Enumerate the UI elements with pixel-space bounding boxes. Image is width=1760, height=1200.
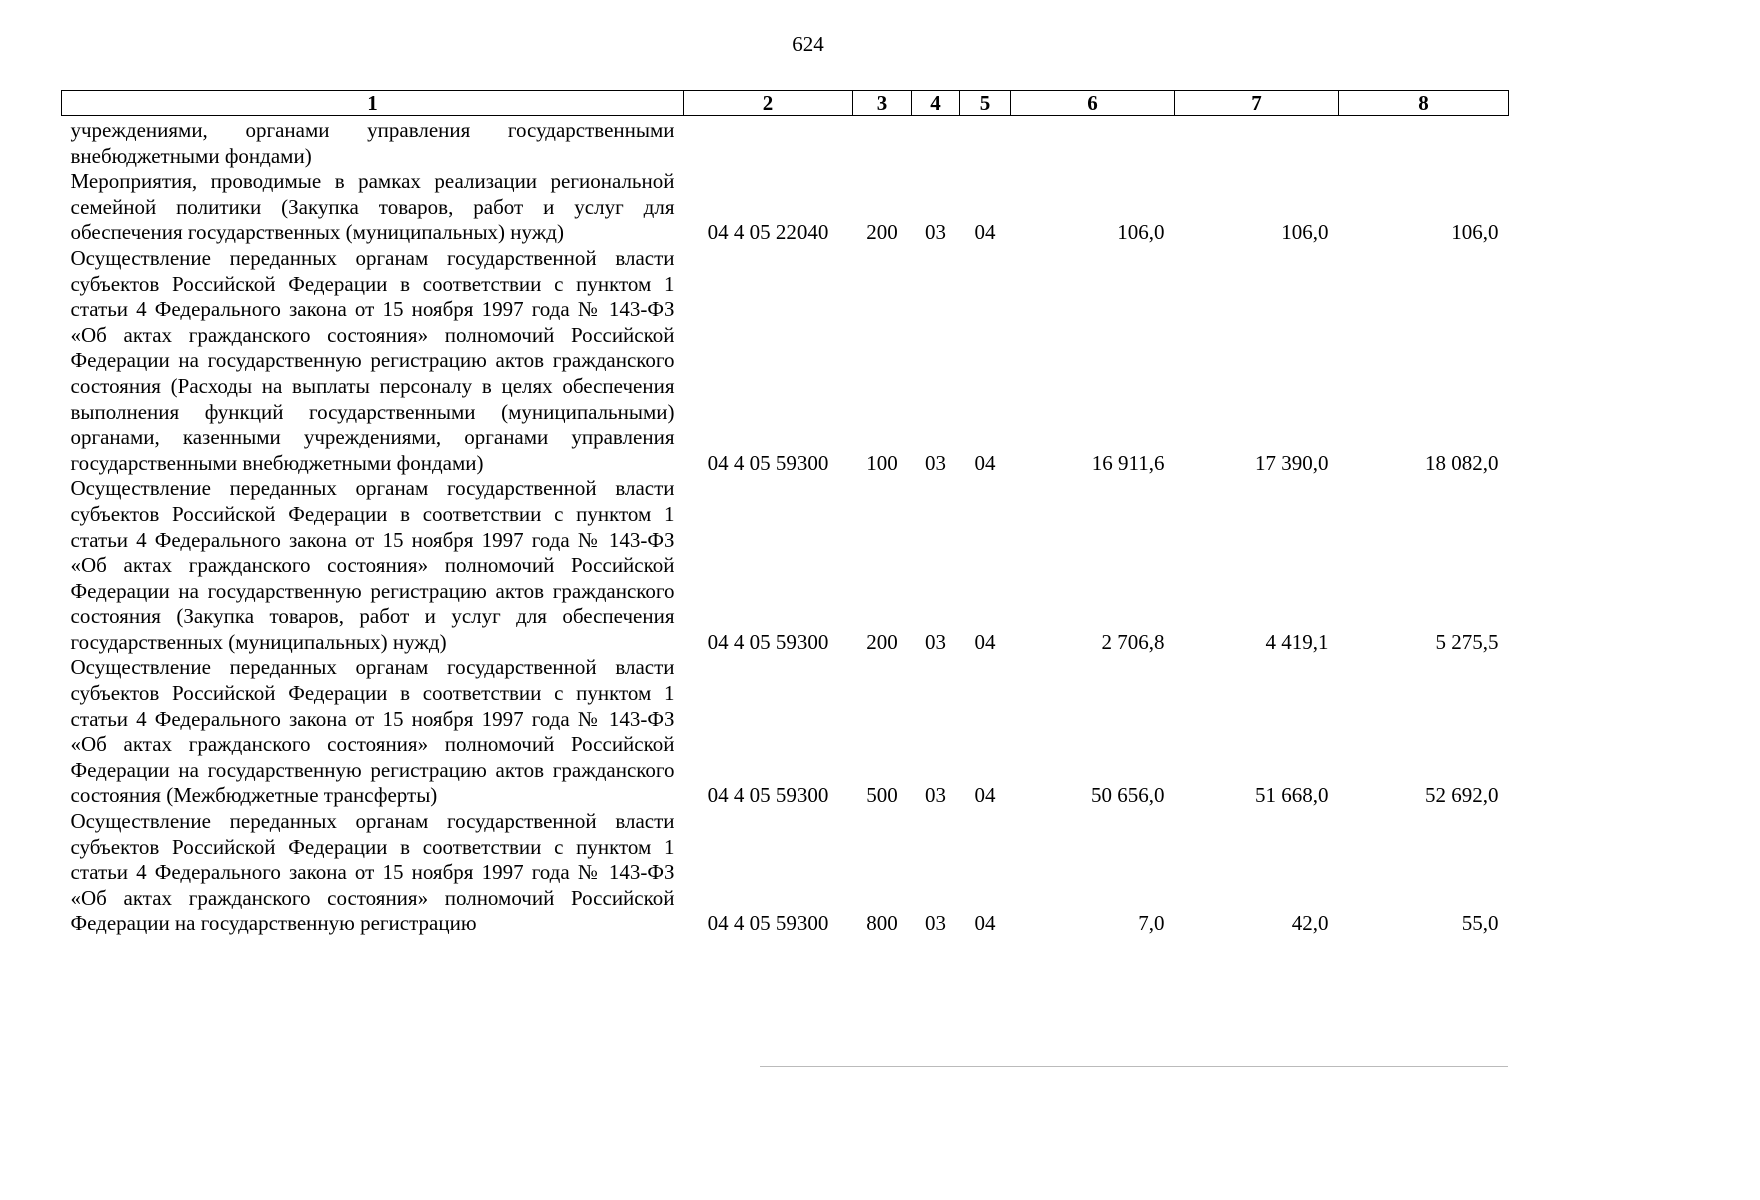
row-code: 04 4 05 59300 <box>707 629 829 654</box>
row-code: 04 4 05 59300 <box>707 450 829 475</box>
table-row <box>62 476 1509 655</box>
bottom-divider <box>760 1066 1508 1067</box>
row-amount-2: 17 390,0 <box>1255 450 1329 475</box>
row-subsection: 04 <box>974 220 996 245</box>
row-amount-1: 50 656,0 <box>1091 783 1165 808</box>
row-section: 03 <box>925 629 946 654</box>
row-expense-type: 800 <box>866 911 898 936</box>
header-row <box>62 91 1509 116</box>
row-amount-3: 106,0 <box>1451 220 1499 245</box>
column-header-4: 4 <box>912 91 960 116</box>
table-row <box>62 246 1509 476</box>
row-code: 04 4 05 59300 <box>707 911 829 936</box>
row-amount-2: 42,0 <box>1291 911 1329 936</box>
row-amount-1: 16 911,6 <box>1091 450 1165 475</box>
table-row <box>62 809 1509 937</box>
row-code: 04 4 05 22040 <box>707 220 829 245</box>
row-amount-2: 4 419,1 <box>1265 629 1329 654</box>
column-header-8: 8 <box>1339 91 1509 116</box>
table-row <box>62 169 1509 246</box>
row-expense-type: 200 <box>866 220 898 245</box>
row-amount-2: 106,0 <box>1281 220 1329 245</box>
column-header-1: 1 <box>62 91 684 116</box>
row-subsection: 04 <box>974 629 996 654</box>
row-subsection: 04 <box>974 911 996 936</box>
row-amount-1: 2 706,8 <box>1101 629 1165 654</box>
column-header-2: 2 <box>684 91 853 116</box>
row-name: Мероприятия, проводимые в рамках реализации региональной семейной политики (Закупка товаров, работ и услуг для обеспечения государственных (муниципальных) нужд) <box>70 169 675 245</box>
row-amount-3: 55,0 <box>1461 911 1499 936</box>
row-subsection: 04 <box>974 450 996 475</box>
table-row <box>62 655 1509 809</box>
row-expense-type: 200 <box>866 629 898 654</box>
row-section: 03 <box>925 450 946 475</box>
row-code: 04 4 05 59300 <box>707 783 829 808</box>
column-header-3: 3 <box>853 91 912 116</box>
row-name: Осуществление переданных органам государственной власти субъектов Российской Федерации в соответствии с пунктом 1 статьи 4 Федерального закона от 15 ноября 1997 года № 143-ФЗ «Об актах гражданского состояния» полномочий Российской Федерации на государственную регистрацию актов гражданского состояния (Межбюджетные трансферты) <box>70 655 675 808</box>
table-row-continuation <box>62 118 1509 169</box>
row-section: 03 <box>925 783 946 808</box>
budget-table <box>61 90 1509 937</box>
page-number: 624 <box>792 32 824 56</box>
column-header-7: 7 <box>1175 91 1339 116</box>
row-expense-type: 100 <box>866 450 898 475</box>
row-amount-1: 106,0 <box>1117 220 1165 245</box>
row-name: Осуществление переданных органам государственной власти субъектов Российской Федерации в соответствии с пунктом 1 статьи 4 Федерального закона от 15 ноября 1997 года № 143-ФЗ «Об актах гражданского состояния» полномочий Российской Федерации на государственную регистрацию актов гражданского состояния (Расходы на выплаты персоналу в целях обеспечения выполнения функций государственными (муниципальными) органами, казенными учреждениями, органами управления государственными внебюджетными фондами) <box>70 245 675 475</box>
row-amount-3: 52 692,0 <box>1425 783 1499 808</box>
row-amount-2: 51 668,0 <box>1255 783 1329 808</box>
row-subsection: 04 <box>974 783 996 808</box>
row-amount-1: 7,0 <box>1138 911 1165 936</box>
row-name: Осуществление переданных органам государственной власти субъектов Российской Федерации в соответствии с пунктом 1 статьи 4 Федерального закона от 15 ноября 1997 года № 143-ФЗ «Об актах гражданского состояния» полномочий Российской Федерации на государственную регистрацию актов гражданского состояния (Закупка товаров, работ и услуг для обеспечения государственных (муниципальных) нужд) <box>70 476 675 654</box>
continuation-text: учреждениями, органами управления государственными внебюджетными фондами) <box>70 118 675 168</box>
column-header-6: 6 <box>1011 91 1175 116</box>
row-expense-type: 500 <box>866 783 898 808</box>
row-amount-3: 5 275,5 <box>1435 629 1499 654</box>
row-amount-3: 18 082,0 <box>1425 450 1499 475</box>
column-header-5: 5 <box>960 91 1011 116</box>
row-section: 03 <box>925 911 946 936</box>
row-name: Осуществление переданных органам государственной власти субъектов Российской Федерации в соответствии с пунктом 1 статьи 4 Федерального закона от 15 ноября 1997 года № 143-ФЗ «Об актах гражданского состояния» полномочий Российской Федерации на государственную регистрацию <box>70 809 675 936</box>
row-section: 03 <box>925 220 946 245</box>
